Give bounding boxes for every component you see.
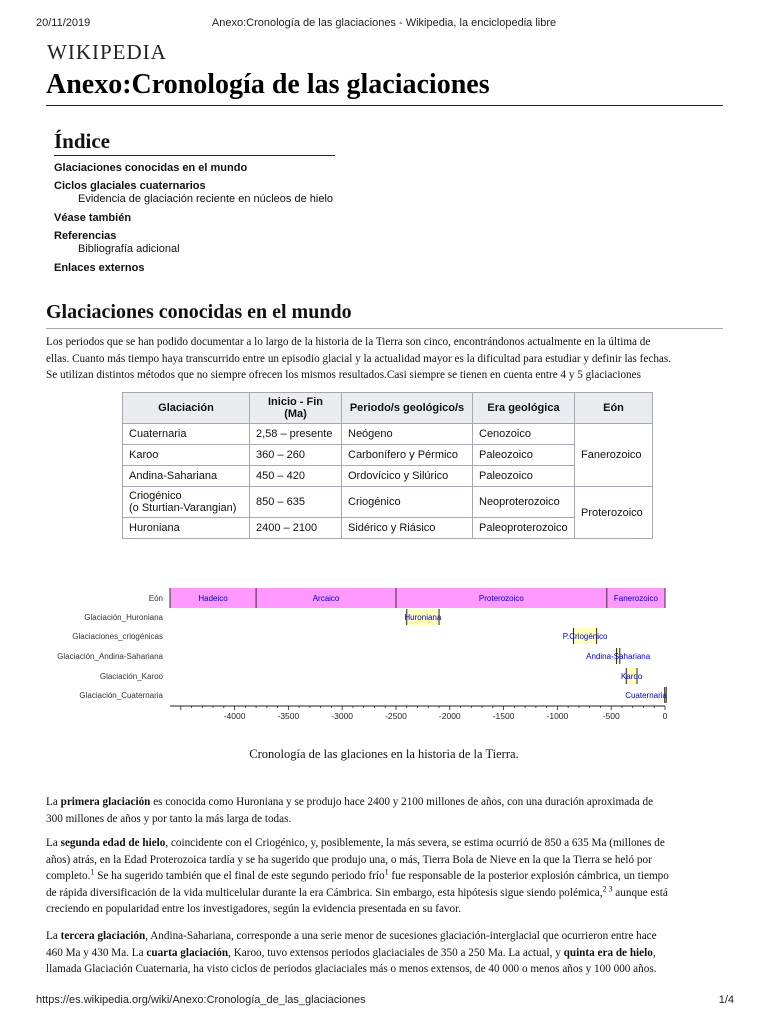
table-row (123, 466, 653, 487)
x-tick-label: -4000 (223, 711, 246, 721)
table-row (123, 424, 653, 445)
intro-line: ellas. Cuanto más tiempo haya transcurrido entre un episodio glacial y la actualidad mayor es la dificultad para estudiar y definir las fechas. (46, 352, 672, 365)
toc-item-referencias[interactable]: Referencias (54, 230, 117, 242)
eon-label: Arcaico (312, 594, 340, 603)
text-run: de rápida diversificación de la vida multicelular durante la era Cámbrica. Sin embargo, esta hipótesis sigue siendo polémica, (46, 886, 603, 899)
cell-inicio-fin: 450 – 420 (250, 466, 342, 487)
cell-eon[interactable]: Proterozoico (575, 487, 653, 539)
glaciation-label: Karoo (620, 672, 643, 681)
text-run: , Karoo, tuvo extensos periodos glaciaciales de 350 a 250 Ma. La actual, y (228, 946, 564, 959)
paragraph-segunda (46, 835, 723, 918)
cell-glaciacion[interactable]: Andina-Sahariana (123, 466, 250, 487)
text-run: La (46, 796, 61, 808)
bold-term: primera glaciación (60, 796, 151, 808)
text-run: , (652, 946, 656, 959)
table-row (123, 487, 653, 518)
col-era: Era geológica (473, 393, 575, 424)
col-eon: Eón (575, 393, 653, 424)
toc-rule (54, 155, 335, 156)
print-title: Anexo:Cronología de las glaciaciones - Wikipedia, la enciclopedia libre (211, 17, 557, 29)
toc-item-glaciaciones[interactable]: Glaciaciones conocidas en el mundo (54, 162, 248, 174)
table-row (123, 518, 653, 539)
glaciation-label: Huroniana (404, 613, 442, 622)
para-line (46, 901, 723, 918)
cell-era[interactable]: Cenozoico (473, 424, 575, 445)
intro-line: Se utilizan distintos métodos que no siempre ofrecen los mismos resultados.Casi siempre se tienen en cuenta entre 4 y 5 glaciaciones (46, 369, 641, 381)
x-tick-label: -500 (602, 711, 620, 721)
text-run: aunque está (612, 886, 668, 899)
cell-glaciacion[interactable]: Karoo (123, 445, 250, 466)
bold-term: segunda edad de hielo (60, 837, 166, 849)
text-run: La (46, 930, 61, 942)
x-tick-label: -2500 (385, 711, 407, 721)
text-run: creciendo en popularidad entre los investigadores, según la evidencia presentada en su favor. (46, 903, 462, 915)
text-run: La (46, 837, 61, 849)
text-run: , coincidente con el Criogénico, y, posiblemente, la más severa, se estima ocurrió de 850 a 635 Ma (millones de (165, 837, 665, 849)
cell-era[interactable]: Paleozoico (473, 466, 575, 487)
para-line (46, 811, 723, 828)
cell-glaciacion[interactable] (123, 487, 250, 518)
cell-periodo[interactable]: Neógeno (342, 424, 473, 445)
x-tick-label: 0 (662, 711, 668, 721)
row-label: Glaciaciones_criogénicas (72, 632, 163, 641)
row-label: Glaciación_Cuaternaria (79, 691, 163, 700)
cell-periodo[interactable]: Carbonífero y Pérmico (342, 445, 473, 466)
x-tick-label: -3500 (277, 711, 300, 721)
citation-superscript[interactable]: 1 (384, 867, 389, 877)
footer-url: https://es.wikipedia.org/wiki/Anexo:Cronología_de_las_glaciaciones (36, 994, 366, 1006)
eon-label: Proterozoico (478, 594, 524, 603)
para-line (46, 794, 723, 811)
cell-periodo[interactable]: Ordovícico y Silúrico (342, 466, 473, 487)
eon-label: Fanerozoico (613, 594, 658, 603)
cell-era[interactable]: Neoproterozoico (473, 487, 575, 518)
para-line (46, 928, 723, 945)
para-line (46, 961, 723, 978)
toc-item-ciclos[interactable]: Ciclos glaciales cuaternarios (54, 180, 206, 192)
toc-heading: Índice (54, 129, 111, 153)
intro-paragraph (46, 334, 723, 384)
para-line (46, 885, 723, 902)
citation-superscript[interactable]: 1 (90, 867, 95, 877)
col-periodo: Periodo/s geológico/s (342, 393, 473, 424)
para-line (46, 868, 723, 885)
cell-glaciacion[interactable]: Huroniana (123, 518, 250, 539)
chart-caption: Cronología de las glaciones en la historia de la Tierra. (249, 747, 519, 761)
glaciation-table (122, 392, 653, 539)
bold-term: quinta era de hielo (563, 946, 653, 959)
text-run: 300 millones de años y por tanto la más larga de todas. (46, 812, 292, 825)
cell-glaciacion-main[interactable]: Criogénico (129, 490, 182, 502)
cell-periodo[interactable]: Criogénico (342, 487, 473, 518)
para-line (46, 852, 723, 869)
x-tick-label: -2000 (438, 711, 461, 721)
table-header-row (123, 393, 653, 424)
para-line (46, 945, 723, 962)
row-label: Eón (148, 594, 163, 603)
section-rule (46, 328, 723, 329)
x-tick-label: -1000 (546, 711, 569, 721)
row-label: Glaciación_Karoo (99, 672, 163, 681)
text-run: es conocida como Huroniana y se produjo hace 2400 y 2100 millones de años, con una duración aproximada de (150, 796, 654, 808)
title-rule (46, 105, 723, 106)
text-run: Se ha sugerido también que el final de este segundo periodo frío (94, 870, 385, 882)
cell-glaciacion-sub[interactable]: (o Sturtian-Varangian) (129, 502, 237, 514)
citation-superscript[interactable]: 2 3 (602, 883, 613, 893)
col-inicio-fin: Inicio - Fin (Ma) (250, 393, 342, 424)
x-tick-label: -3000 (331, 711, 354, 721)
glaciation-label: P.Criogénico (562, 632, 608, 641)
paragraph-tercera (46, 928, 723, 978)
toc-item-vease[interactable]: Véase también (54, 212, 132, 224)
toc-item-evidencia[interactable]: Evidencia de glaciación reciente en núcleos de hielo (78, 193, 334, 205)
print-date: 20/11/2019 (36, 17, 91, 29)
cell-era[interactable]: Paleoproterozoico (473, 518, 575, 539)
text-run: años) atrás, en la Edad Proterozoica tardía y se ha sugerido que produjo una, o más, Tierra Bola de Nieve en la que la Tierra se heló por (46, 853, 652, 866)
wikipedia-wordmark[interactable]: WIKIPEDIA (47, 40, 167, 64)
cell-inicio-fin: 360 – 260 (250, 445, 342, 466)
text-run: llamada Glaciación Cuaternaria, ha visto ciclos de periodos glaciaciales más o menos extensos, de 40 000 o menos años y 100 000 años. (46, 963, 657, 975)
cell-era[interactable]: Paleozoico (473, 445, 575, 466)
cell-glaciacion[interactable]: Cuaternaria (123, 424, 250, 445)
section-heading: Glaciaciones conocidas en el mundo (46, 301, 352, 323)
glaciation-label: Andina-Sahariana (586, 652, 651, 661)
cell-inicio-fin: 2400 – 2100 (250, 518, 342, 539)
cell-eon[interactable]: Fanerozoico (575, 424, 653, 487)
row-label: Glaciación_Huroniana (84, 613, 163, 622)
bold-term: tercera glaciación (60, 930, 146, 942)
eon-label: Hadeico (198, 594, 228, 603)
para-line (46, 835, 723, 852)
text-run: completo. (46, 870, 91, 882)
bold-term: cuarta glaciación (146, 946, 229, 959)
intro-line: Los periodos que se han podido documentar a lo largo de la historia de la Tierra son cinco, encontrándonos actualmente en la última de (46, 336, 651, 348)
x-tick-label: -1500 (492, 711, 515, 721)
paragraph-primera (46, 794, 723, 827)
cell-inicio-fin: 850 – 635 (250, 487, 342, 518)
toc-item-enlaces[interactable]: Enlaces externos (54, 262, 145, 274)
table-row (123, 445, 653, 466)
text-run: fue responsable de la posterior explosión cámbrica, un tiempo (388, 870, 669, 882)
cell-periodo[interactable]: Sidérico y Riásico (342, 518, 473, 539)
text-run: 460 Ma y 430 Ma. La (46, 946, 147, 959)
cell-inicio-fin: 2,58 – presente (250, 424, 342, 445)
text-run: , Andina-Sahariana, corresponde a una serie menor de sucesiones glaciación-interglacial que ocurrieron entre hace (145, 930, 657, 942)
row-label: Glaciación_Andina-Sahariana (57, 652, 163, 661)
col-glaciacion: Glaciación (123, 393, 250, 424)
glaciation-label: Cuaternaria (625, 691, 667, 700)
glaciation-timeline-chart (0, 580, 768, 730)
page-title: Anexo:Cronología de las glaciaciones (46, 69, 490, 100)
footer-page: 1/4 (718, 994, 734, 1006)
toc-item-bibliografia[interactable]: Bibliografía adicional (78, 243, 180, 255)
